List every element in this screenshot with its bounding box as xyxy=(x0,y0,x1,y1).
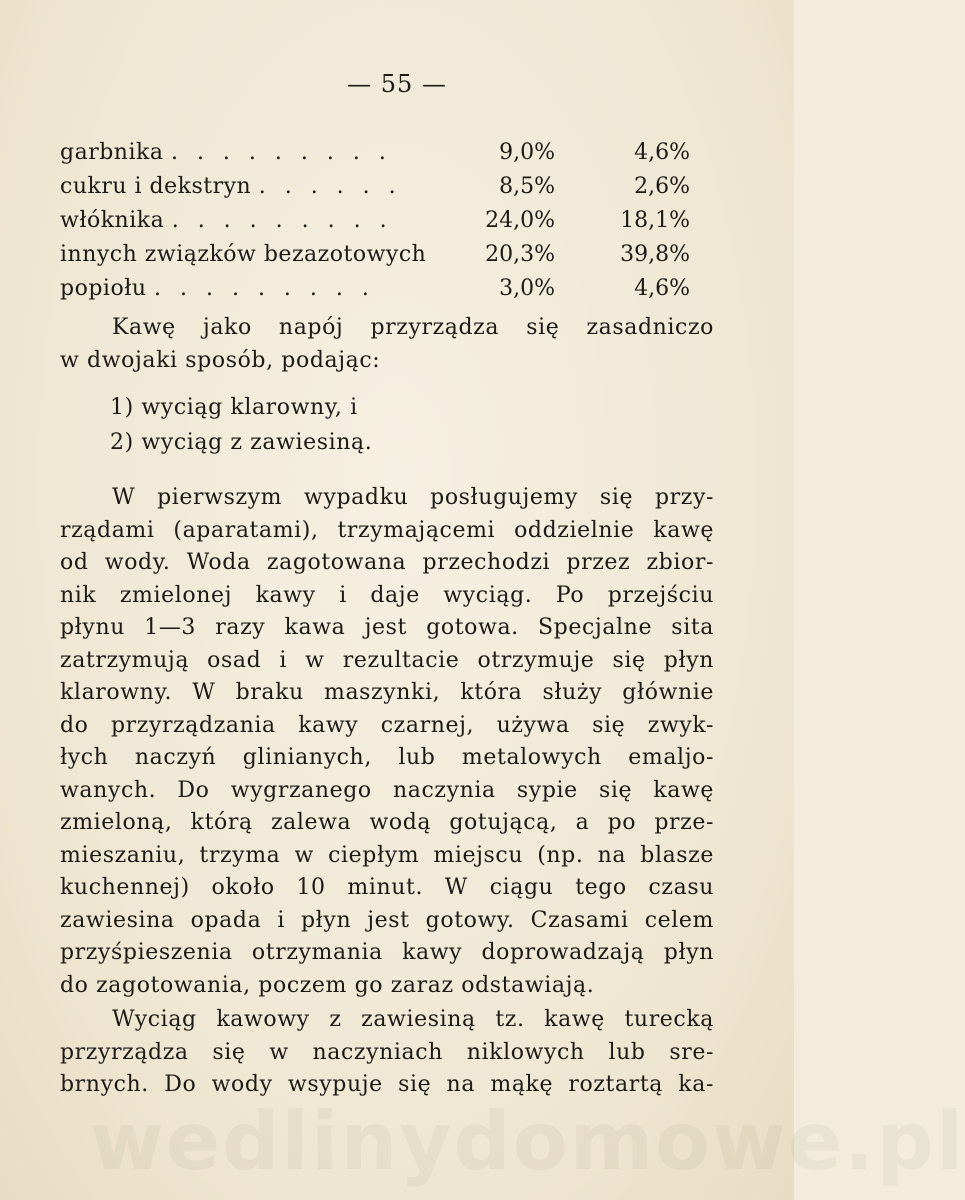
component-name: garbnika . . . . . . . . . xyxy=(60,140,392,165)
text-line: przyrządza się w naczyniach niklowych lub sre- xyxy=(60,1039,714,1065)
page-number: — 55 — xyxy=(347,70,447,98)
table-row xyxy=(60,136,700,170)
value-roasted: 4,6% xyxy=(634,140,690,165)
list-item: 2) wyciąg z zawiesiną. xyxy=(110,430,373,455)
text-line: w dwojaki sposób, podając: xyxy=(60,347,381,373)
component-name: popiołu . . . . . . . . . xyxy=(60,276,375,301)
value-raw: 8,5% xyxy=(499,174,555,199)
value-roasted: 2,6% xyxy=(634,174,690,199)
text-line: rządami (aparatami), trzymającemi oddzielnie kawę xyxy=(60,517,714,543)
value-raw: 24,0% xyxy=(485,208,555,233)
text-line: Wyciąg kawowy z zawiesiną tz. kawę turecką xyxy=(112,1007,714,1032)
value-raw: 9,0% xyxy=(499,140,555,165)
text-line: mieszaniu, trzyma w ciepłym miejscu (np. na blasze xyxy=(60,842,714,868)
text-line: W pierwszym wypadku posługujemy się przy- xyxy=(112,485,714,510)
table-row xyxy=(60,204,700,238)
component-name: cukru i dekstryn . . . . . . xyxy=(60,174,402,199)
value-raw: 3,0% xyxy=(499,276,555,301)
text-line: nik zmielonej kawy i daje wyciąg. Po przejściu xyxy=(60,582,714,608)
table-row xyxy=(60,272,700,306)
table-row xyxy=(60,238,700,272)
paragraph-turkish xyxy=(60,1004,714,1102)
text-line: brnych. Do wody wsypuje się na mąkę roztartą ka- xyxy=(60,1072,714,1097)
list-item: 1) wyciąg klarowny, i xyxy=(110,395,358,420)
text-line: wanych. Do wygrzanego naczynia sypie się kawę xyxy=(60,777,714,803)
text-line: kuchennej) około 10 minut. W ciągu tego czasu xyxy=(60,875,714,900)
text-line: do zagotowania, poczem go zaraz odstawiają. xyxy=(60,972,595,998)
value-roasted: 4,6% xyxy=(634,276,690,301)
table-row xyxy=(60,170,700,204)
paragraph-aparatus xyxy=(60,482,714,1002)
component-name: włóknika . . . . . . . . . xyxy=(60,208,393,233)
composition-table xyxy=(60,136,700,306)
text-line: klarowny. W braku maszynki, która służy głównie xyxy=(60,680,714,705)
text-line: przyśpieszenia otrzymania kawy doprowadzają płyn xyxy=(60,940,714,965)
methods-list xyxy=(60,390,714,460)
value-roasted: 18,1% xyxy=(620,208,690,233)
value-raw: 20,3% xyxy=(485,242,555,267)
text-line: od wody. Woda zagotowana przechodzi przez zbior- xyxy=(60,550,714,575)
value-roasted: 39,8% xyxy=(620,242,690,267)
component-name: innych związków bezazotowych xyxy=(60,242,427,267)
text-line: zawiesina opada i płyn jest gotowy. Czasami celem xyxy=(60,907,714,933)
text-line: zmieloną, którą zalewa wodą gotującą, a po prze- xyxy=(60,810,714,835)
intro-paragraph xyxy=(60,312,714,377)
text-line: do przyrządzania kawy czarnej, używa się zwyk- xyxy=(60,712,714,738)
text-line: Kawę jako napój przyrządza się zasadniczo xyxy=(112,315,714,340)
text-line: płynu 1—3 razy kawa jest gotowa. Specjalne sita xyxy=(60,615,714,640)
text-line: łych naczyń glinianych, lub metalowych emaljo- xyxy=(60,745,714,770)
watermark: wedlinydomowe.pl xyxy=(90,1095,965,1188)
text-line: zatrzymują osad i w rezultacie otrzymuje się płyn xyxy=(60,647,714,673)
